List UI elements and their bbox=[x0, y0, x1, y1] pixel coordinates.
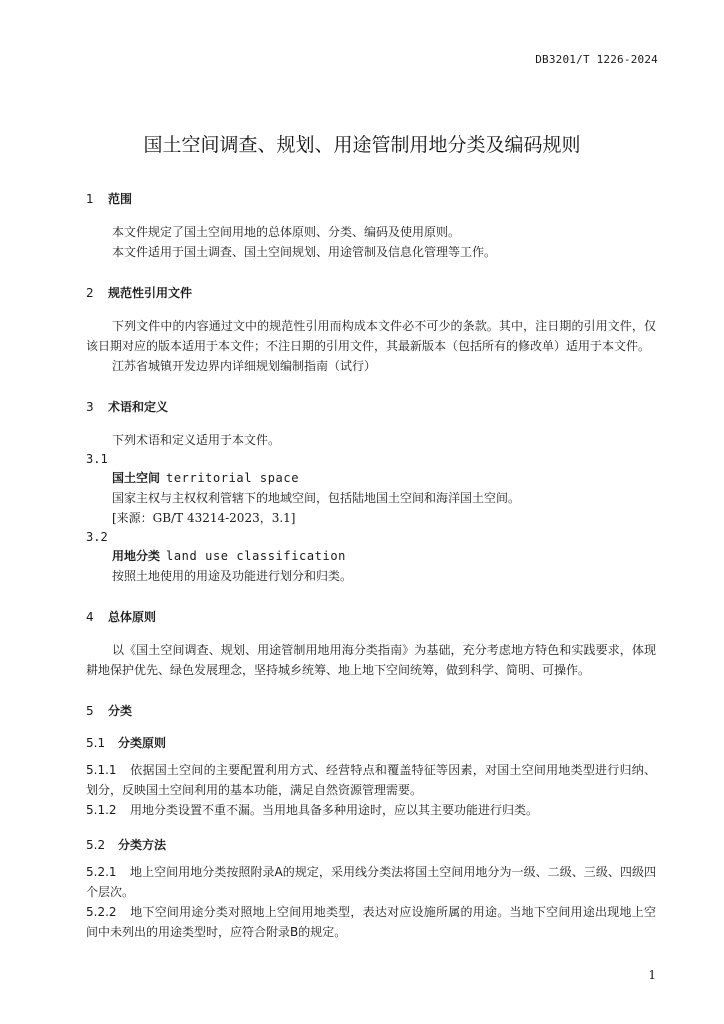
term-number: 3.2 bbox=[86, 530, 108, 544]
page-number: 1 bbox=[648, 968, 656, 982]
subsection-5-1-heading bbox=[86, 734, 656, 752]
paragraph: 本文件规定了国土空间用地的总体原则、分类、编码及使用原则。 bbox=[112, 225, 461, 239]
document-title: 国土空间调查、规划、用途管制用地分类及编码规则 bbox=[143, 134, 581, 156]
section-3-heading bbox=[86, 398, 656, 416]
section-title: 范围 bbox=[108, 192, 133, 206]
subsection-number: 5.1 bbox=[86, 736, 106, 750]
paragraph: 下列术语和定义适用于本文件。 bbox=[112, 433, 281, 447]
section-1-heading bbox=[86, 190, 656, 208]
section-number: 1 bbox=[86, 192, 94, 206]
section-number: 4 bbox=[86, 610, 94, 624]
clause-text: 地下空间用途分类对照地上空间用地类型，表达对应设施所属的用途。当地下空间用途出现地上空间中未列出的用途类型时，应符合附录B的规定。 bbox=[86, 905, 656, 939]
standard-code: DB3201/T 1226-2024 bbox=[535, 53, 658, 66]
term-definition: 国家主权与主权权利管辖下的地域空间，包括陆地国土空间和海洋国土空间。 bbox=[112, 491, 521, 505]
clause-5-1-2 bbox=[86, 800, 656, 820]
clause-5-2-2 bbox=[86, 902, 656, 942]
section-number: 2 bbox=[86, 286, 94, 300]
clause-number: 5.2.1 bbox=[86, 865, 117, 879]
term-chinese: 用地分类 bbox=[112, 549, 161, 563]
term-english: territorial space bbox=[166, 471, 300, 485]
subsection-number: 5.2 bbox=[86, 838, 106, 852]
term-entry bbox=[86, 468, 656, 488]
term-source: [来源：GB/T 43214-2023，3.1] bbox=[112, 511, 296, 525]
section-4-heading bbox=[86, 608, 656, 626]
section-number: 5 bbox=[86, 704, 94, 718]
term-chinese: 国土空间 bbox=[112, 471, 161, 485]
paragraph: 本文件适用于国土调查、国土空间规划、用途管制及信息化管理等工作。 bbox=[112, 245, 497, 259]
section-title: 分类 bbox=[108, 704, 133, 718]
document-body bbox=[86, 190, 656, 942]
section-number: 3 bbox=[86, 400, 94, 414]
clause-5-1-1 bbox=[86, 760, 656, 800]
term-entry bbox=[86, 546, 656, 566]
clause-5-2-1 bbox=[86, 862, 656, 902]
clause-text: 用地分类设置不重不漏。当用地具备多种用途时，应以其主要功能进行归类。 bbox=[130, 803, 539, 817]
clause-text: 地上空间用地分类按照附录A的规定，采用线分类法将国土空间用地分为一级、二级、三级、四级四个层次。 bbox=[86, 865, 656, 899]
clause-number: 5.1.1 bbox=[86, 763, 117, 777]
clause-number: 5.1.2 bbox=[86, 803, 117, 817]
term-number: 3.1 bbox=[86, 452, 108, 466]
section-5-heading bbox=[86, 702, 656, 720]
subsection-title: 分类原则 bbox=[118, 736, 167, 750]
referenced-document: 江苏省城镇开发边界内详细规划编制指南（试行） bbox=[112, 359, 377, 373]
paragraph: 以《国土空间调查、规划、用途管制用地用海分类指南》为基础，充分考虑地方特色和实践要求，体现耕地保护优先、绿色发展理念，坚持城乡统筹、地上地下空间统筹，做到科学、简明、可操作。 bbox=[86, 643, 656, 677]
section-title: 总体原则 bbox=[108, 610, 157, 624]
term-definition: 按照土地使用的用途及功能进行划分和归类。 bbox=[112, 569, 353, 583]
subsection-5-2-heading bbox=[86, 836, 656, 854]
subsection-title: 分类方法 bbox=[118, 838, 167, 852]
section-title: 规范性引用文件 bbox=[108, 286, 193, 300]
clause-text: 依据国土空间的主要配置利用方式、经营特点和覆盖特征等因素，对国土空间用地类型进行归纳、划分，反映国土空间利用的基本功能，满足自然资源管理需要。 bbox=[86, 763, 656, 797]
section-title: 术语和定义 bbox=[108, 400, 169, 414]
section-2-heading bbox=[86, 284, 656, 302]
paragraph: 下列文件中的内容通过文中的规范性引用而构成本文件必不可少的条款。其中，注日期的引用文件，仅该日期对应的版本适用于本文件；不注日期的引用文件，其最新版本（包括所有的修改单）适用于本文件。 bbox=[86, 319, 656, 353]
clause-number: 5.2.2 bbox=[86, 905, 117, 919]
term-english: land use classification bbox=[166, 549, 346, 563]
